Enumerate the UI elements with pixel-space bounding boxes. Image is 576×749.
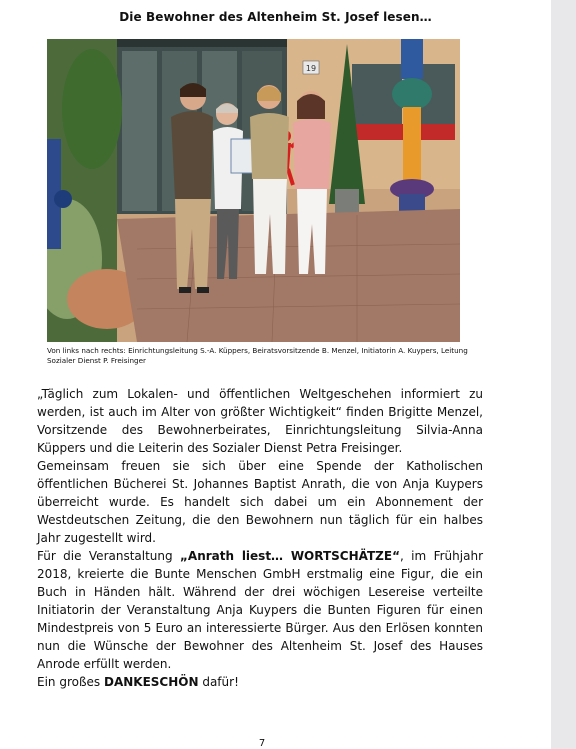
- page-number: 7: [258, 738, 266, 749]
- paragraph-4-start: Ein großes: [37, 675, 104, 689]
- paragraph-1: „Täglich zum Lokalen- und öffentlichen Weltgeschehen informiert zu werden, ist auch im Alter von größter Wichtigkeit“ finden Brigitte Menzel, Vorsitzende des Bewohnerbeirates, Einrichtungsleitung Silvia-Anna Küppers und die Leiterin des Sozialer Dienst Petra Freisinger.: [37, 387, 483, 455]
- paragraph-2: Gemeinsam freuen sie sich über eine Spende der Katholischen öffentlichen Bücherei St. Johannes Baptist Anrath, die von Anja Kuypers überreicht wurde. Es handelt sich dabei um ein Abonnement der Westdeutschen Zeitung, die den Bewohnern nun täglich für ein halbes Jahr zugestellt wird.: [37, 459, 483, 545]
- event-name: „Anrath liest… WORTSCHÄTZE“: [180, 549, 400, 563]
- paragraph-3: [37, 547, 483, 673]
- paragraph-4: [37, 673, 483, 691]
- paragraph-3-rest: , im Frühjahr 2018, kreierte die Bunte Menschen GmbH erstmalig eine Figur, die ein Buch in Händen hält. Während der drei wöchigen Lesereise verteilte Initiatorin der Veranstaltung Anja Kuypers die Bunten Figuren für einen Mindestpreis von 5 Euro an interessierte Bürger. Aus den Erlösen konnten nun die Wünsche der Bewohner des Altenheim St. Josef des Hauses Anrode erfüllt werden.: [37, 549, 483, 671]
- paragraph-4-end: dafür!: [198, 675, 239, 689]
- photo-caption: Von links nach rechts: Einrichtungsleitung S.-A. Küppers, Beiratsvorsitzende B. Menzel, Initiatorin A. Kuypers, Leitung Sozialer Dienst P. Freisinger: [47, 346, 468, 365]
- thanks-word: DANKESCHÖN: [103, 675, 199, 689]
- group-photo: [47, 39, 460, 342]
- house-number: 19: [305, 64, 317, 73]
- viewer-side-panel: [551, 0, 576, 749]
- article-body: [37, 385, 483, 691]
- paragraph-3-start: Für die Veranstaltung: [37, 549, 181, 563]
- article-title: Die Bewohner des Altenheim St. Josef lesen…: [119, 10, 432, 24]
